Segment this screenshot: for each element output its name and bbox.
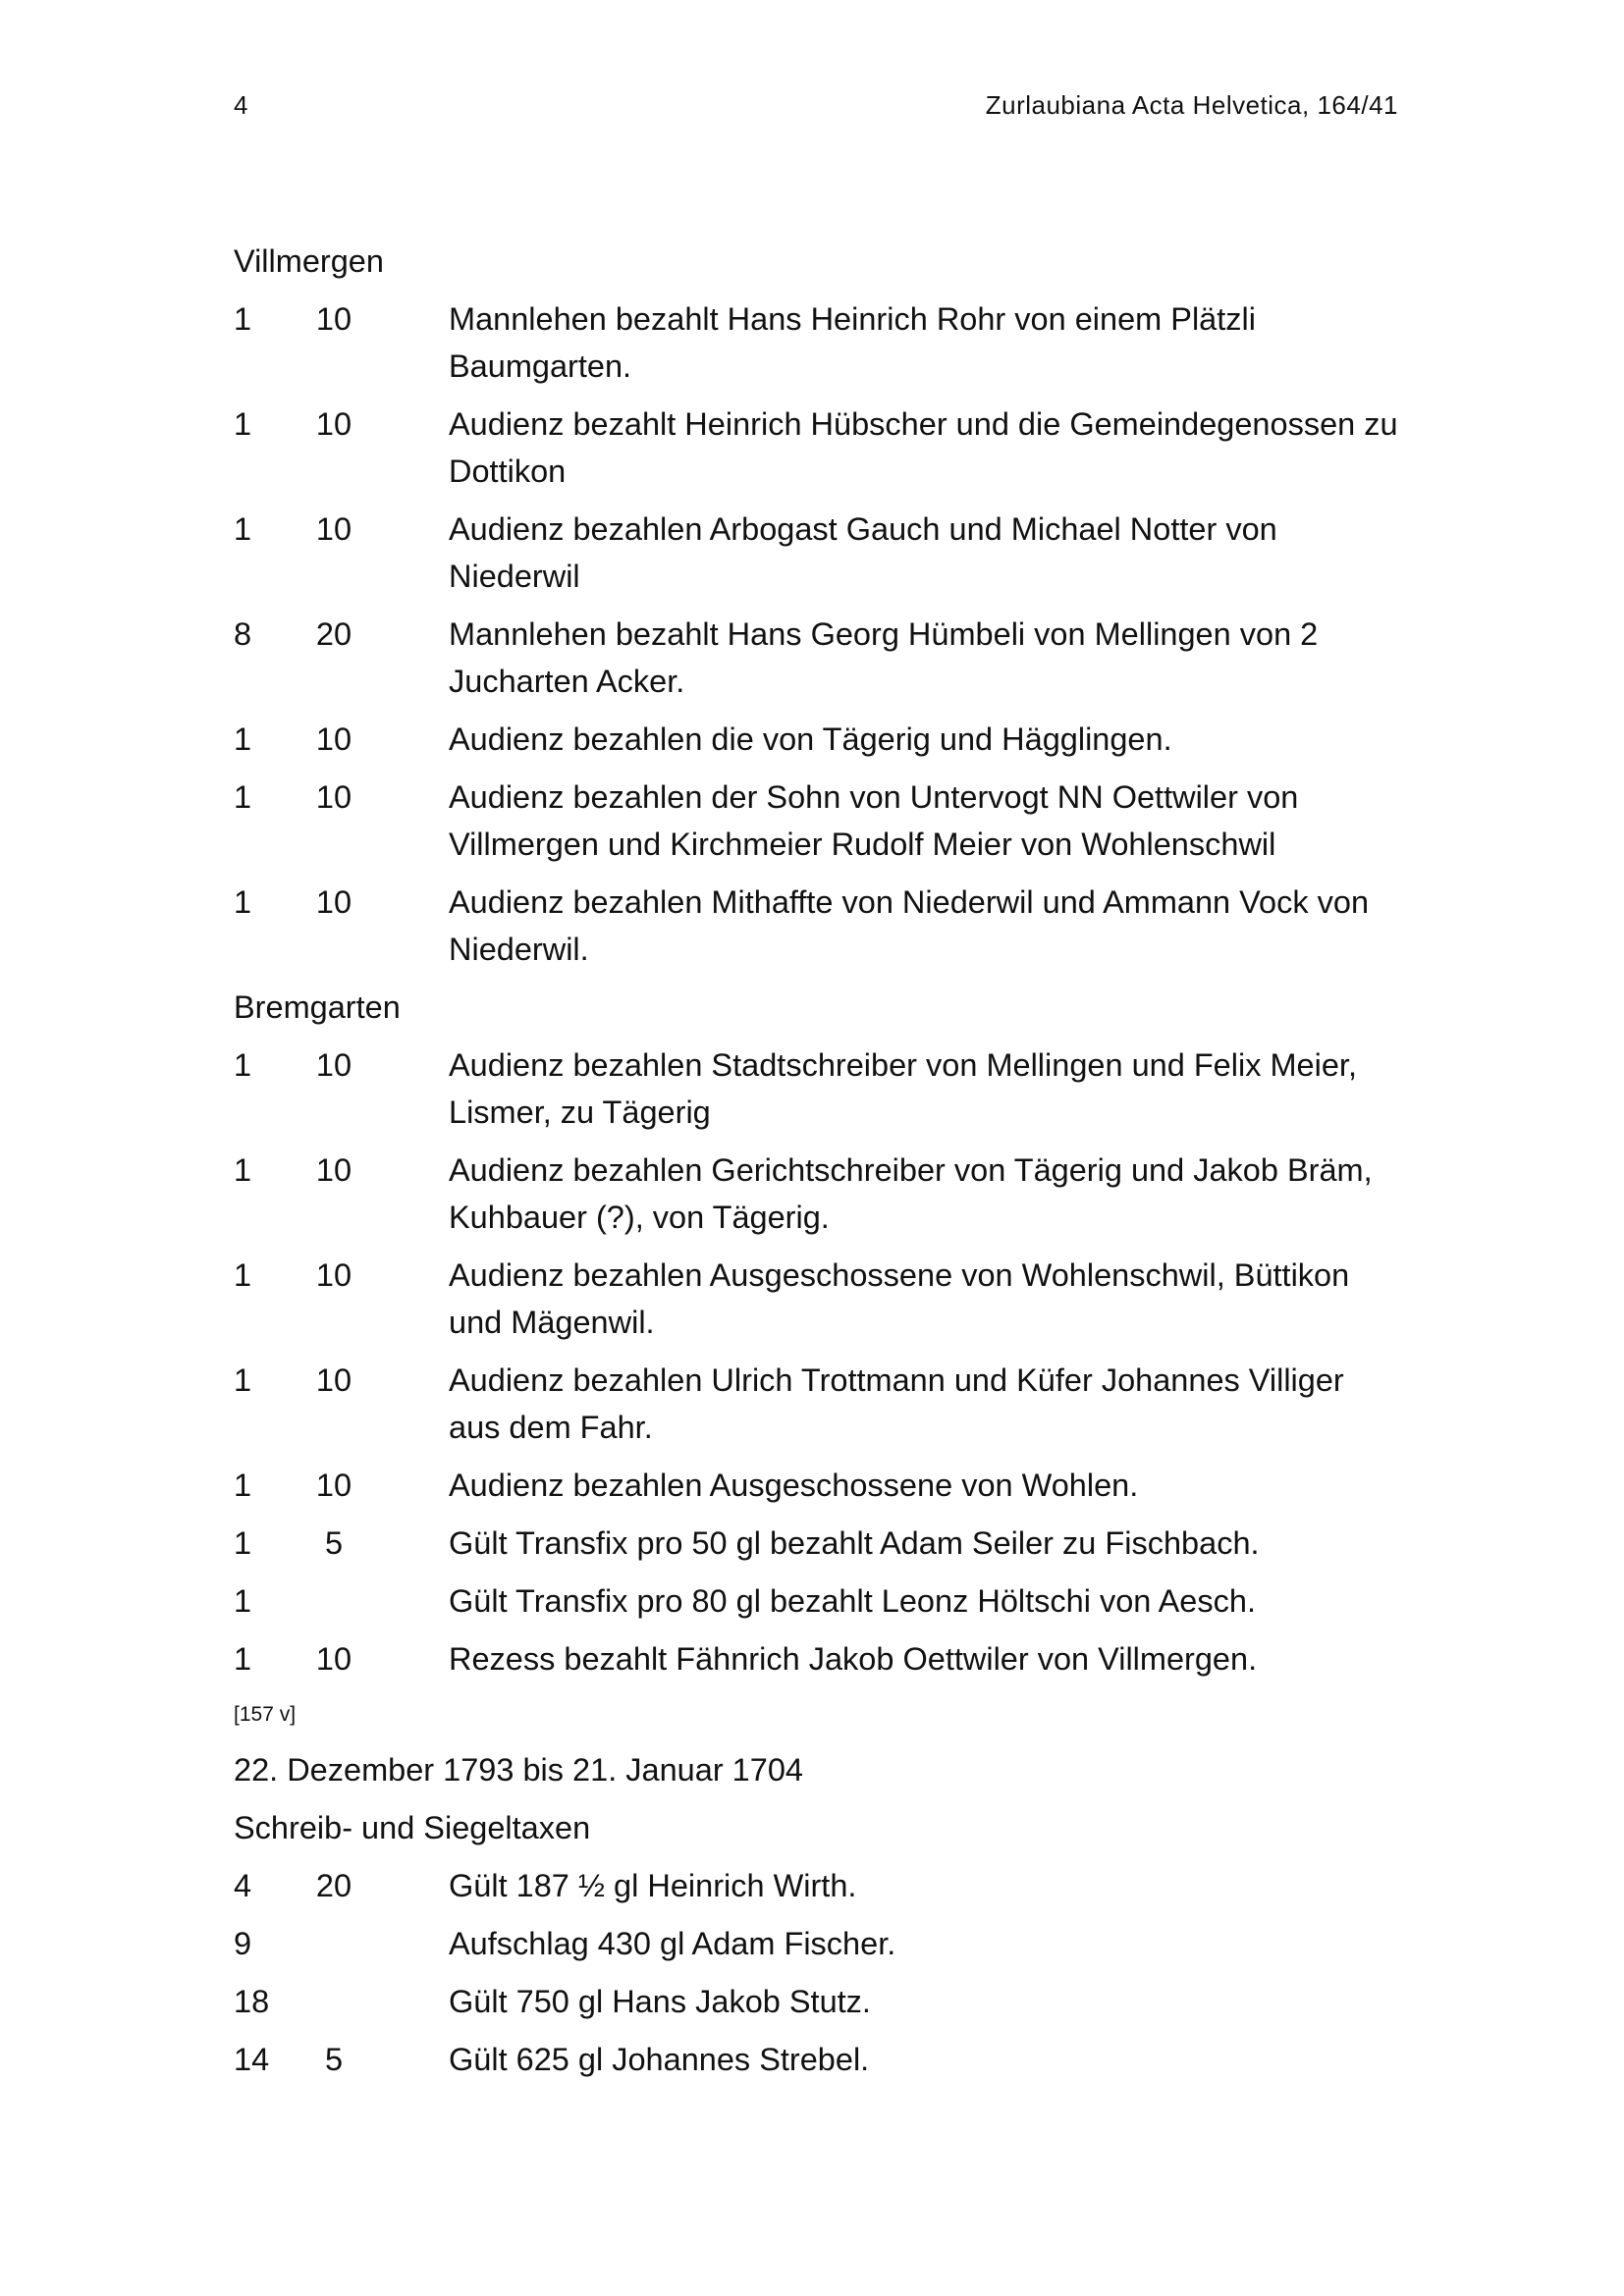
amount-gulden: 1 xyxy=(234,884,252,920)
ledger-entry xyxy=(234,1041,1398,1136)
page-number: 4 xyxy=(234,90,248,120)
entry-description: Audienz bezahlen Arbogast Gauch und Michael Notter von Niederwil xyxy=(449,511,1277,594)
amount-gulden: 1 xyxy=(234,1152,252,1188)
period-heading: 22. Dezember 1793 bis 21. Januar 1704 xyxy=(234,1752,803,1788)
amount-gulden: 14 xyxy=(234,2042,270,2077)
amount-schilling: 10 xyxy=(315,1152,352,1188)
ledger-entry xyxy=(234,1357,1398,1451)
amount-schilling: 10 xyxy=(315,301,352,337)
amount-schilling: 20 xyxy=(315,616,352,652)
entry-description: Mannlehen bezahlt Hans Georg Hümbeli von Mellingen von 2 Jucharten Acker. xyxy=(449,616,1319,699)
amount-gulden: 1 xyxy=(234,511,252,547)
entry-description: Audienz bezahlen Mithaffte von Niederwil und Ammann Vock von Niederwil. xyxy=(449,884,1370,967)
ledger-entry xyxy=(234,1462,1398,1509)
ledger-entry xyxy=(234,1147,1398,1241)
entry-description: Gült 750 gl Hans Jakob Stutz. xyxy=(449,1984,871,2019)
amount-schilling: 10 xyxy=(315,1468,352,1503)
entry-description: Gült 187 ½ gl Heinrich Wirth. xyxy=(449,1868,857,1903)
amount-schilling: 10 xyxy=(315,511,352,547)
entry-description: Aufschlag 430 gl Adam Fischer. xyxy=(449,1926,896,1961)
amount-gulden: 1 xyxy=(234,1257,252,1293)
amount-schilling: 10 xyxy=(315,406,352,442)
entry-description: Audienz bezahlen der Sohn von Untervogt NN Oettwiler von Villmergen und Kirchmeier Rudolf Meier von Wohlenschwil xyxy=(449,779,1299,862)
entry-description: Rezess bezahlt Fähnrich Jakob Oettwiler von Villmergen. xyxy=(449,1641,1258,1677)
amount-schilling: 10 xyxy=(315,1257,352,1293)
ledger-entry xyxy=(234,2036,1398,2083)
amount-gulden: 4 xyxy=(234,1868,252,1903)
section-heading-taxes: Schreib- und Siegeltaxen xyxy=(234,1810,591,1845)
amount-gulden: 1 xyxy=(234,779,252,815)
amount-schilling: 10 xyxy=(315,779,352,815)
ledger-entry xyxy=(234,611,1398,705)
amount-schilling: 10 xyxy=(315,884,352,920)
amount-gulden: 1 xyxy=(234,1468,252,1503)
amount-gulden: 8 xyxy=(234,616,252,652)
entry-description: Audienz bezahlen Ausgeschossene von Wohlenschwil, Büttikon und Mägenwil. xyxy=(449,1257,1350,1340)
entry-description: Audienz bezahlen die von Tägerig und Hägglingen. xyxy=(449,721,1172,757)
ledger-entry xyxy=(234,879,1398,973)
ledger-entry xyxy=(234,400,1398,495)
document-body xyxy=(234,238,1398,2094)
ledger-entry xyxy=(234,506,1398,600)
amount-gulden: 9 xyxy=(234,1926,252,1961)
ledger-entry xyxy=(234,1978,1398,2025)
ledger-entry xyxy=(234,1577,1398,1625)
ledger-entry xyxy=(234,295,1398,390)
amount-gulden: 1 xyxy=(234,406,252,442)
ledger-entry xyxy=(234,1520,1398,1567)
ledger-entry xyxy=(234,1635,1398,1682)
amount-gulden: 18 xyxy=(234,1984,270,2019)
amount-gulden: 1 xyxy=(234,1641,252,1677)
section-heading-villmergen: Villmergen xyxy=(234,243,384,279)
entry-description: Gült Transfix pro 50 gl bezahlt Adam Seiler zu Fischbach. xyxy=(449,1525,1260,1561)
page-header xyxy=(234,90,1398,130)
entry-description: Audienz bezahlen Ulrich Trottmann und Küfer Johannes Villiger aus dem Fahr. xyxy=(449,1362,1344,1445)
entry-description: Audienz bezahlen Gerichtschreiber von Tägerig und Jakob Bräm, Kuhbauer (?), von Tägerig. xyxy=(449,1152,1373,1235)
amount-gulden: 1 xyxy=(234,1047,252,1083)
amount-schilling: 10 xyxy=(315,721,352,757)
running-title: Zurlaubiana Acta Helvetica, 164/41 xyxy=(985,90,1398,120)
amount-schilling: 10 xyxy=(315,1047,352,1083)
amount-gulden: 1 xyxy=(234,721,252,757)
ledger-entry xyxy=(234,1862,1398,1909)
amount-schilling: 5 xyxy=(324,1525,344,1561)
entry-description: Gült 625 gl Johannes Strebel. xyxy=(449,2042,870,2077)
amount-gulden: 1 xyxy=(234,1583,252,1619)
entry-description: Gült Transfix pro 80 gl bezahlt Leonz Höltschi von Aesch. xyxy=(449,1583,1256,1619)
ledger-entry xyxy=(234,716,1398,763)
amount-schilling: 5 xyxy=(324,2042,344,2077)
amount-schilling: 10 xyxy=(315,1362,352,1398)
entry-description: Audienz bezahlen Stadtschreiber von Mellingen und Felix Meier, Lismer, zu Tägerig xyxy=(449,1047,1357,1130)
entry-description: Audienz bezahlt Heinrich Hübscher und die Gemeindegenossen zu Dottikon xyxy=(449,406,1398,489)
amount-schilling: 20 xyxy=(315,1868,352,1903)
ledger-entry xyxy=(234,774,1398,868)
ledger-entry xyxy=(234,1920,1398,1967)
entry-description: Mannlehen bezahlt Hans Heinrich Rohr von einem Plätzli Baumgarten. xyxy=(449,301,1256,384)
folio-marker: [157 v] xyxy=(234,1703,297,1726)
amount-schilling: 10 xyxy=(315,1641,352,1677)
ledger-entry xyxy=(234,1252,1398,1346)
amount-gulden: 1 xyxy=(234,301,252,337)
amount-gulden: 1 xyxy=(234,1362,252,1398)
amount-gulden: 1 xyxy=(234,1525,252,1561)
entry-description: Audienz bezahlen Ausgeschossene von Wohlen. xyxy=(449,1468,1139,1503)
section-heading-bremgarten: Bremgarten xyxy=(234,989,401,1025)
